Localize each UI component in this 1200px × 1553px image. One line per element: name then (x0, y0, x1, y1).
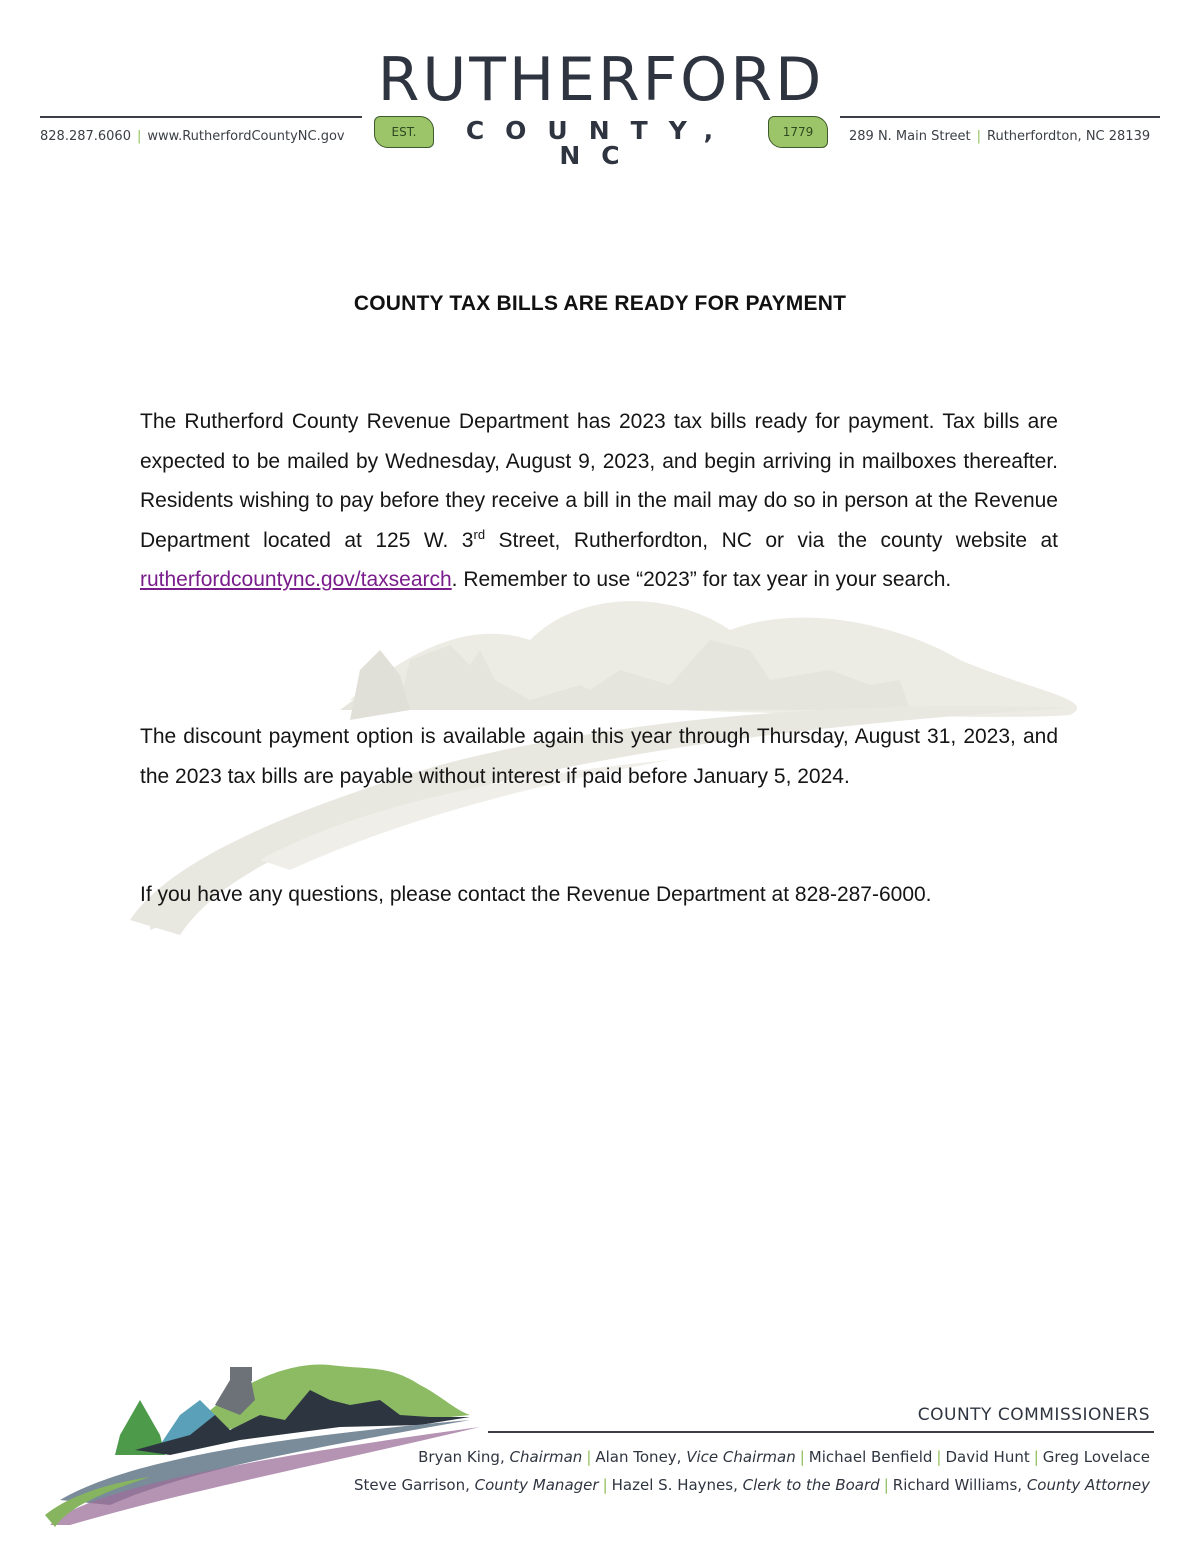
paragraph-discount: The discount payment option is available again this year through Thursday, August 31, 2023, and the 2023 tax bills are payable without interest if paid before January 5, 2024. (140, 725, 1058, 788)
document-title: COUNTY TAX BILLS ARE READY FOR PAYMENT (353, 292, 847, 315)
logo-year-flag: 1779 (768, 116, 828, 148)
header-rule-right (840, 116, 1160, 118)
county-landscape-logo-icon (40, 1355, 480, 1530)
logo-wordmark: RUTHERFORD (377, 45, 825, 115)
header-contact-right: 289 N. Main Street | Rutherfordton, NC 28139 (849, 129, 1151, 144)
footer-commissioners-row: Bryan King, Chairman | Alan Toney, Vice Chairman | Michael Benfield | David Hunt | Greg Lovelace (418, 1448, 1150, 1466)
header-contact-left: 828.287.6060 | www.RutherfordCountyNC.gov (40, 129, 345, 144)
paragraph-contact: If you have any questions, please contact the Revenue Department at 828-287-6000. (140, 883, 932, 906)
header-website[interactable]: www.RutherfordCountyNC.gov (147, 129, 345, 144)
header-street: 289 N. Main Street (849, 129, 971, 144)
paragraph-bills-ready: The Rutherford County Revenue Department has 2023 tax bills ready for payment. Tax bills are expected to be mailed by Wednesday, August 9, 2023, and begin arriving in mailboxes thereafter. Residents wishing to pay before they receive a bill in the mail may do so in person at the Revenue Department located at 125 W. 3rd Street, Rutherfordton, NC or via the county website at rutherfordcountync.gov/taxsearch. Remember to use “2023” for tax year in your search. (140, 410, 1058, 591)
footer-staff-row: Steve Garrison, County Manager | Hazel S. Haynes, Clerk to the Board | Richard Williams, County Attorney (354, 1476, 1150, 1494)
header-city: Rutherfordton, NC 28139 (987, 129, 1151, 144)
footer-rule (488, 1431, 1154, 1433)
tax-search-link[interactable]: rutherfordcountync.gov/taxsearch (140, 568, 452, 591)
logo-est-flag: EST. (374, 116, 434, 148)
footer-heading: COUNTY COMMISSIONERS (917, 1405, 1150, 1425)
header-rule-left (40, 116, 362, 118)
header-phone: 828.287.6060 (40, 129, 131, 144)
logo-county-nc: COUNTY, NC (465, 116, 735, 170)
